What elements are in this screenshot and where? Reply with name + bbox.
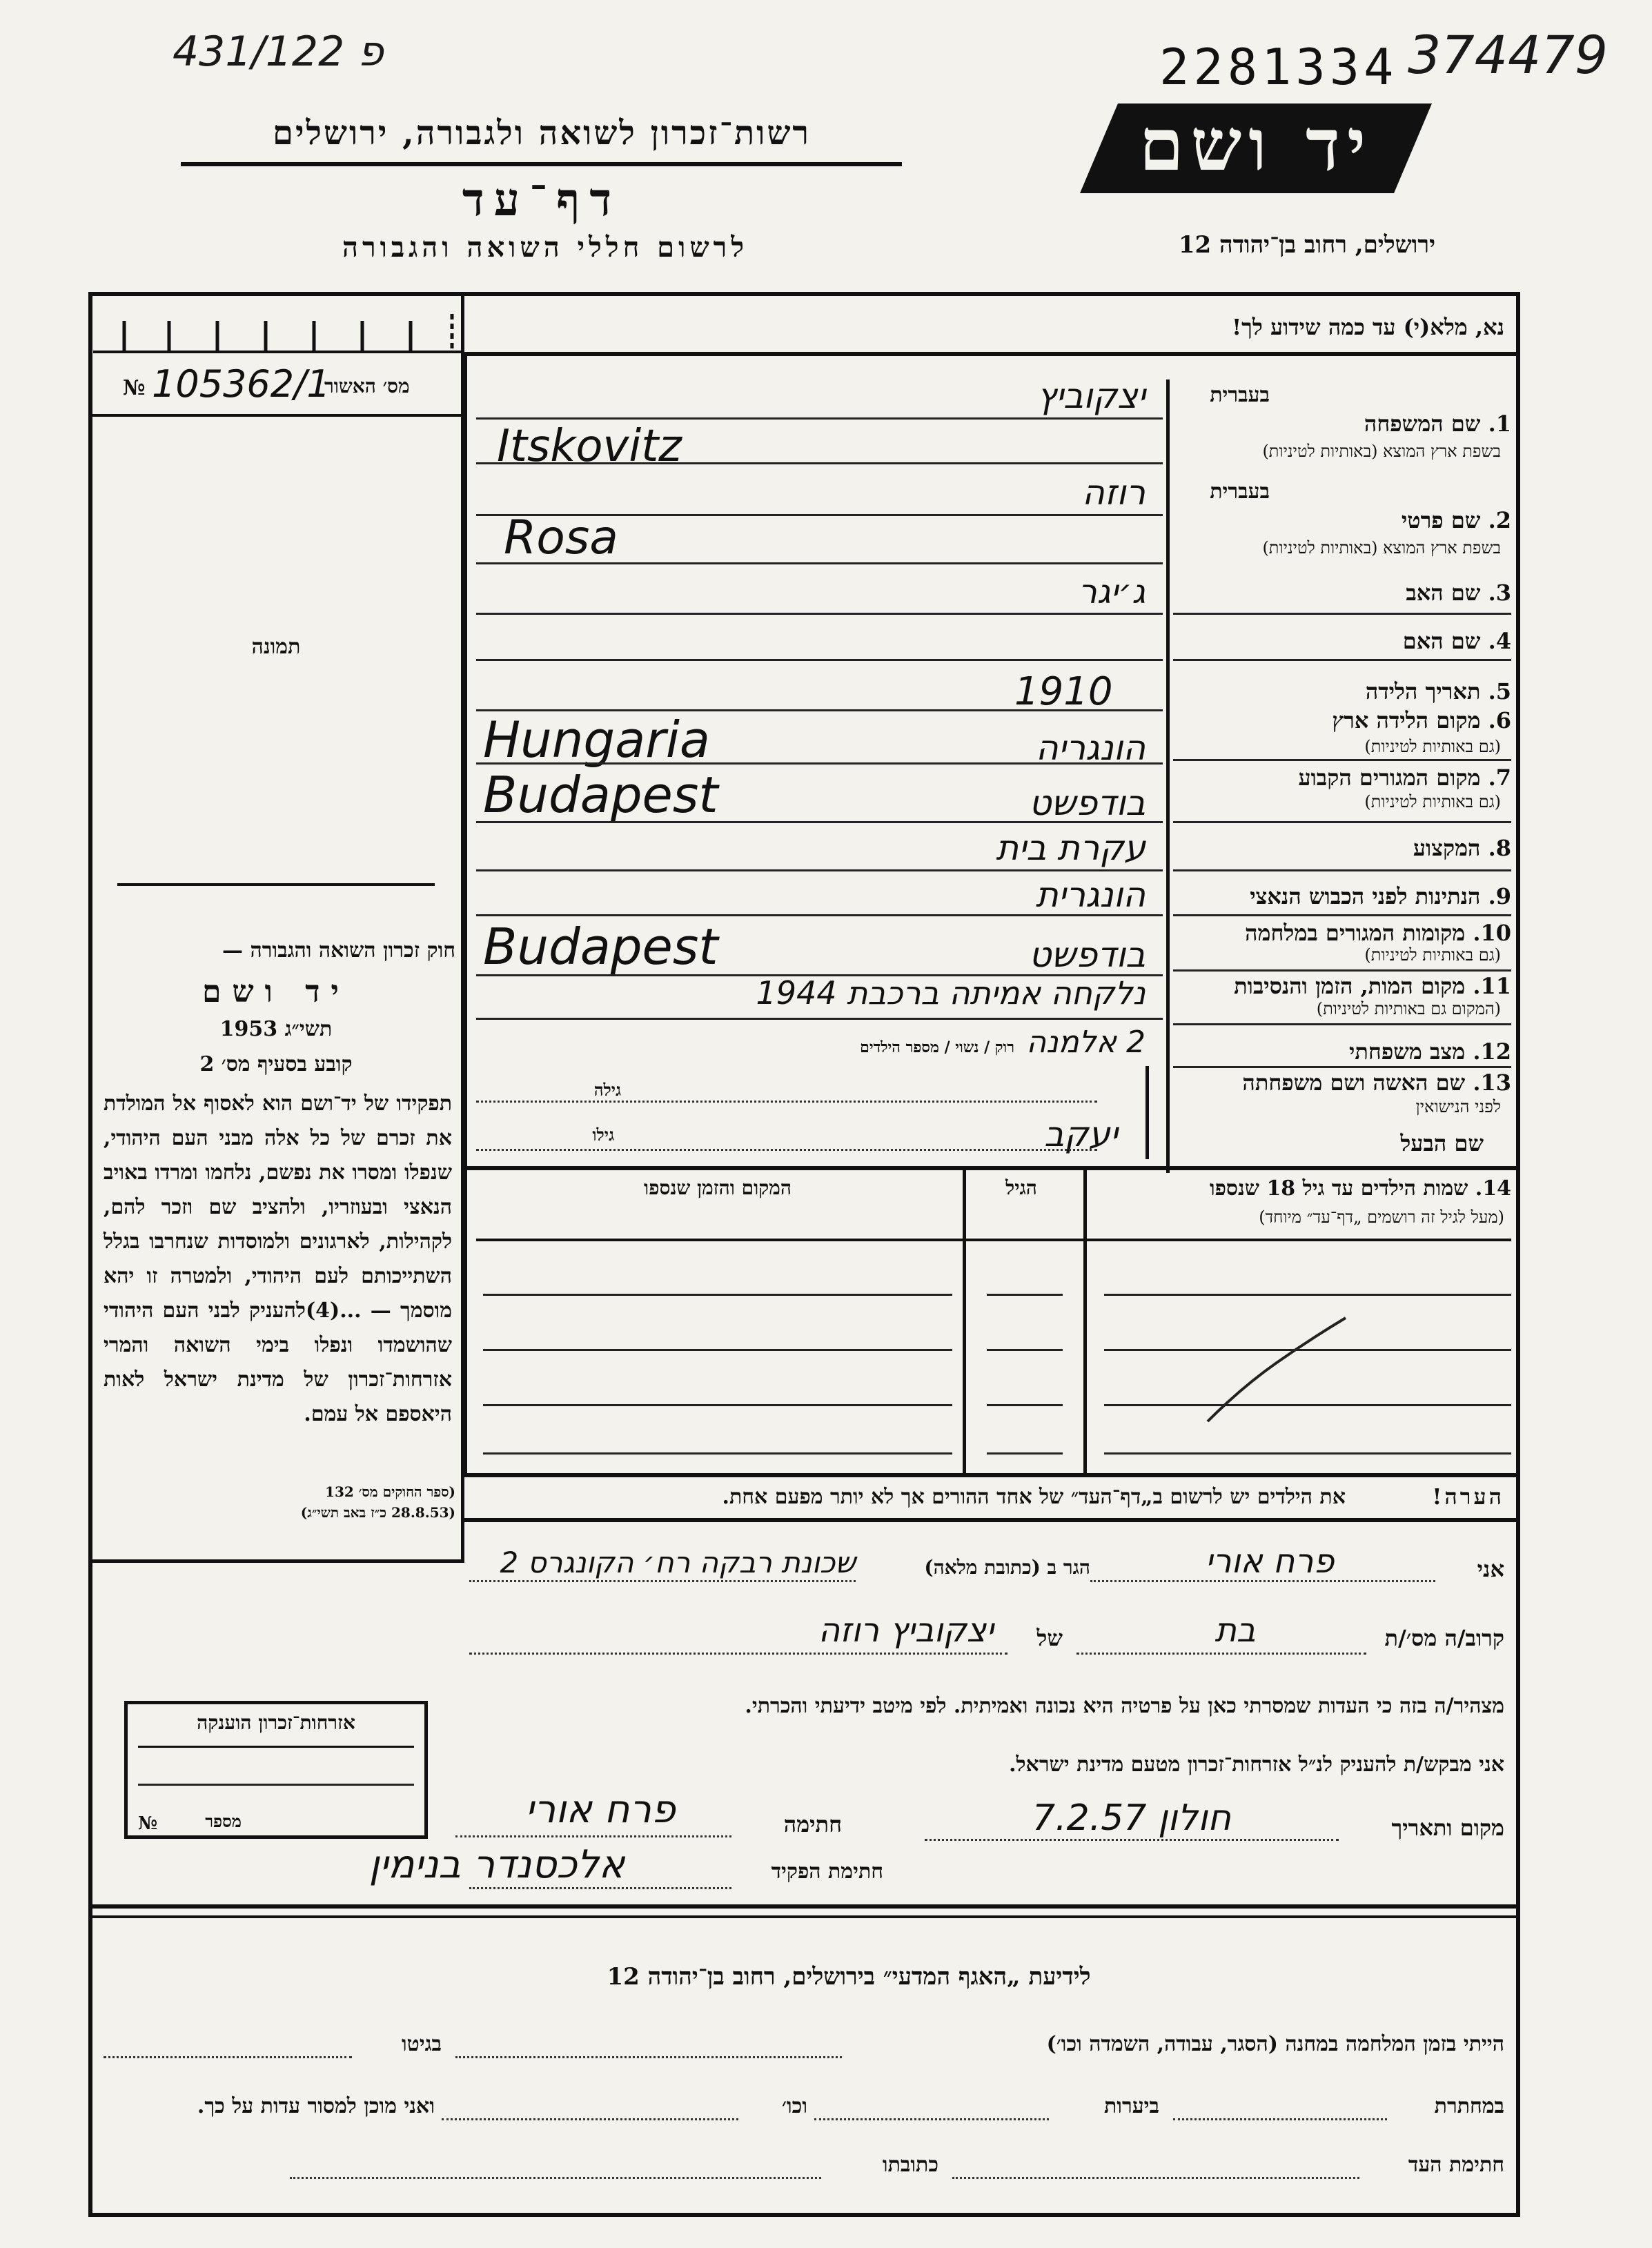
- bottom-line3-a: חתימת העד: [1408, 2153, 1504, 2177]
- field-2-lang: בעברית: [1210, 480, 1270, 504]
- decl-of-label: של: [1036, 1625, 1063, 1651]
- field-2-latin-value: Rosa: [504, 511, 618, 565]
- bottom-line2-b: ביערות: [1103, 2094, 1159, 2118]
- yad-vashem-logo: [1076, 97, 1435, 200]
- bottom-line1-b: בגיטו: [401, 2032, 442, 2056]
- children-col-age: הגיל: [1005, 1176, 1037, 1199]
- field-13-label: 13. שם האשה ושם משפחתה: [1242, 1069, 1511, 1096]
- field-3-value: ג׳יגר: [1078, 573, 1145, 611]
- field-12-label: 12. מצב משפחתי: [1349, 1038, 1511, 1065]
- children-col-place: המקום והזמן שנספו: [644, 1176, 791, 1199]
- field-6-label: 6. מקום הלידה ארץ: [1332, 707, 1511, 733]
- field-6-latin-value: Hungaria: [483, 711, 710, 769]
- decl-official-label: חתימת הפקיד: [771, 1860, 883, 1884]
- field-13-sub: לפני הנישואין: [1415, 1097, 1501, 1116]
- decl-resident-value: שכונת רבקה רח׳ הקונגרס 2: [500, 1546, 856, 1579]
- field-5-value: 1910: [1014, 669, 1113, 714]
- field-1-hebrew-value: יצקוביץ: [1036, 376, 1145, 416]
- field-6-hebrew-value: הונגריה: [1036, 728, 1145, 768]
- note-label: הערה!: [1432, 1483, 1504, 1510]
- field-7-latin-value: Budapest: [483, 766, 718, 824]
- field-7-label: 7. מקום המגורים הקבוע: [1298, 765, 1511, 791]
- address: ירושלים, רחוב בן־יהודה 12: [1178, 231, 1435, 259]
- children-label: 14. שמות הילדים עד גיל 18 שנספו: [1209, 1176, 1511, 1201]
- field-1-sub: בשפת ארץ המוצא (באותיות לטיניות): [1262, 442, 1501, 461]
- bottom-line2-a: במחתרת: [1434, 2094, 1504, 2118]
- decl-statement: מצהיר/ה בזה כי העדות שמסרתי כאן על פרטיה היא נכונה ואמיתית. לפי מיטב ידיעתי והכרתי.: [745, 1694, 1504, 1718]
- form-subtitle: לרשום חללי השואה והגבורה: [342, 231, 749, 264]
- field-10-sub: (גם באותיות לטיניות): [1364, 945, 1501, 965]
- field-10-label: 10. מקומות המגורים במלחמה: [1245, 920, 1511, 946]
- corner-note: 431/122 פ: [173, 28, 384, 76]
- decl-relative-label: קרוב/ה מס׳/ת: [1384, 1625, 1504, 1651]
- field-7-hebrew-value: בודפשט: [1029, 783, 1145, 823]
- bottom-line1-a: הייתי בזמן המלחמה במחנה (הסגר, עבודה, השמדה וכו׳): [1046, 2032, 1504, 2056]
- approval-prefix: №: [123, 376, 146, 400]
- photo-label: תמונה: [251, 635, 301, 659]
- field-1-label: 1. שם המשפחה: [1364, 411, 1511, 437]
- decl-place-date-value: חולון 7.2.57: [1032, 1797, 1231, 1839]
- field-8-value: עקרת בית: [996, 828, 1145, 868]
- husband-value: יעקב: [1044, 1114, 1118, 1154]
- ruler-ticks: [93, 314, 466, 362]
- bottom-line3-b: כתובתו: [882, 2153, 938, 2177]
- children-sub: (מעל לגיל זה רושמים „דף־עד״ מיוחד): [1259, 1207, 1504, 1227]
- field-1-lang: בעברית: [1210, 383, 1270, 407]
- field-7-sub: (גם באותיות לטיניות): [1364, 792, 1501, 811]
- field-13-extra1: גילה: [593, 1080, 621, 1100]
- decl-signature-label: חתימה: [783, 1811, 842, 1837]
- authority-line: רשות־זכרון לשואה ולגבורה, ירושלים: [272, 114, 812, 152]
- field-1-latin-value: Itskovitz: [497, 421, 682, 472]
- field-11-label: 11. מקום המות, הזמן והנסיבות: [1234, 973, 1511, 999]
- law-section: קובע בסעיף מס׳ 2: [199, 1052, 353, 1076]
- citizenship-title: אזרחות־זכרון הוענקה: [197, 1711, 355, 1734]
- bottom-title: לידיעת „האגף המדעי״ בירושלים, רחוב בן־יהודה 12: [607, 1963, 1091, 1991]
- field-2-label: 2. שם פרטי: [1401, 507, 1511, 533]
- field-10-latin-value: Budapest: [483, 918, 718, 976]
- document-number-handwritten: 374479: [1408, 24, 1609, 86]
- bottom-line2-d: ואני מוכן למסור עדות על כך.: [197, 2094, 435, 2118]
- law-year: תשי״ג 1953: [219, 1017, 333, 1041]
- logo-text: יד ושם: [1139, 102, 1373, 187]
- law-name: יד ושם: [202, 974, 350, 1009]
- field-12-options: רוק / נשוי / מספר הילדים: [860, 1038, 1014, 1056]
- approval-number: 105362/1: [152, 362, 331, 406]
- field-5-label: 5. תאריך הלידה: [1365, 678, 1511, 704]
- law-body: תפקידו של יד־ושם הוא לאסוף אל המולדת את זכרם של כל אלה מבני העם היהודי, שנפלו ומסרו את נפשם, נלחמו ומרדו באויב הנאצי ובעוזריו, ולהציב שם וזכר להם, לקהילות, לארגונים ולמוסדות שנחרבו בגלל השתייכותם לעם היהודי, ולמטרה זו יהא מוסמך — ...(4)להעניק לבני העם היהודי שהושמדו ונפלו בימי השואה והמרי אזרחות־זכרון של מדינת ישראל לאות היאספם אל עמם.: [104, 1092, 452, 1426]
- field-13-extra2: גילו: [592, 1125, 614, 1145]
- instruction: נא, מלא(י) עד כמה שידוע לך!: [1232, 314, 1504, 340]
- field-9-label: 9. הנתינות לפני הכבוש הנאצי: [1250, 883, 1511, 909]
- decl-official-value: אלכסנדר בנימין: [368, 1842, 625, 1887]
- decl-i-label: אני: [1477, 1556, 1504, 1582]
- strike-through-mark: [1201, 1311, 1353, 1428]
- field-9-value: הונגרית: [1035, 875, 1145, 915]
- field-11-sub: (המקום גם באותיות לטיניות): [1316, 999, 1501, 1018]
- field-6-sub: (גם באותיות לטיניות): [1364, 737, 1501, 756]
- field-11-value: נלקחה אמיתה ברכבת 1944: [756, 974, 1145, 1012]
- form-title: דף־עד: [462, 172, 622, 226]
- decl-place-date-label: מקום ותאריך: [1391, 1815, 1504, 1841]
- decl-of-value: יצקוביץ רוזה: [818, 1611, 994, 1650]
- field-10-hebrew-value: בודפשט: [1029, 935, 1145, 975]
- approval-label: מס׳ האשור: [324, 375, 410, 397]
- decl-signature-value: פרח אורי: [525, 1787, 676, 1832]
- citizenship-prefix: №: [138, 1813, 158, 1834]
- husband-label: שם הבעל: [1400, 1130, 1484, 1156]
- law-heading: חוק זכרון השואה והגבורה —: [222, 938, 455, 963]
- note-text: את הילדים יש לרשום ב„דף־העד״ של אחד ההורים אך לא יותר מפעם אחת.: [722, 1485, 1346, 1509]
- field-12-value: 2 אלמנה: [1026, 1025, 1145, 1060]
- document-number: 2281334: [1159, 38, 1398, 96]
- decl-relative-value: בת: [1215, 1611, 1256, 1650]
- law-footer-1: (ספר החוקים מס׳ 132: [325, 1483, 455, 1500]
- citizenship-number-label: מספר: [205, 1811, 242, 1831]
- bottom-line2-c: וכו׳: [782, 2094, 807, 2118]
- decl-resident-label: הגר ב (כתובת מלאה): [924, 1556, 1090, 1579]
- field-3-label: 3. שם האב: [1406, 580, 1511, 606]
- decl-request: אני מבקש/ת להעניק לנ״ל אזרחות־זכרון מטעם מדינת ישראל.: [1009, 1753, 1504, 1777]
- law-footer-2: (28.8.53 כ״ז באב תשי״ג): [300, 1504, 455, 1521]
- field-2-sub: בשפת ארץ המוצא (באותיות לטיניות): [1262, 538, 1501, 558]
- decl-i-value: פרח אורי: [1205, 1542, 1335, 1581]
- field-8-label: 8. המקצוע: [1413, 835, 1511, 861]
- field-2-hebrew-value: רוזה: [1082, 473, 1145, 513]
- field-4-label: 4. שם האם: [1402, 628, 1511, 654]
